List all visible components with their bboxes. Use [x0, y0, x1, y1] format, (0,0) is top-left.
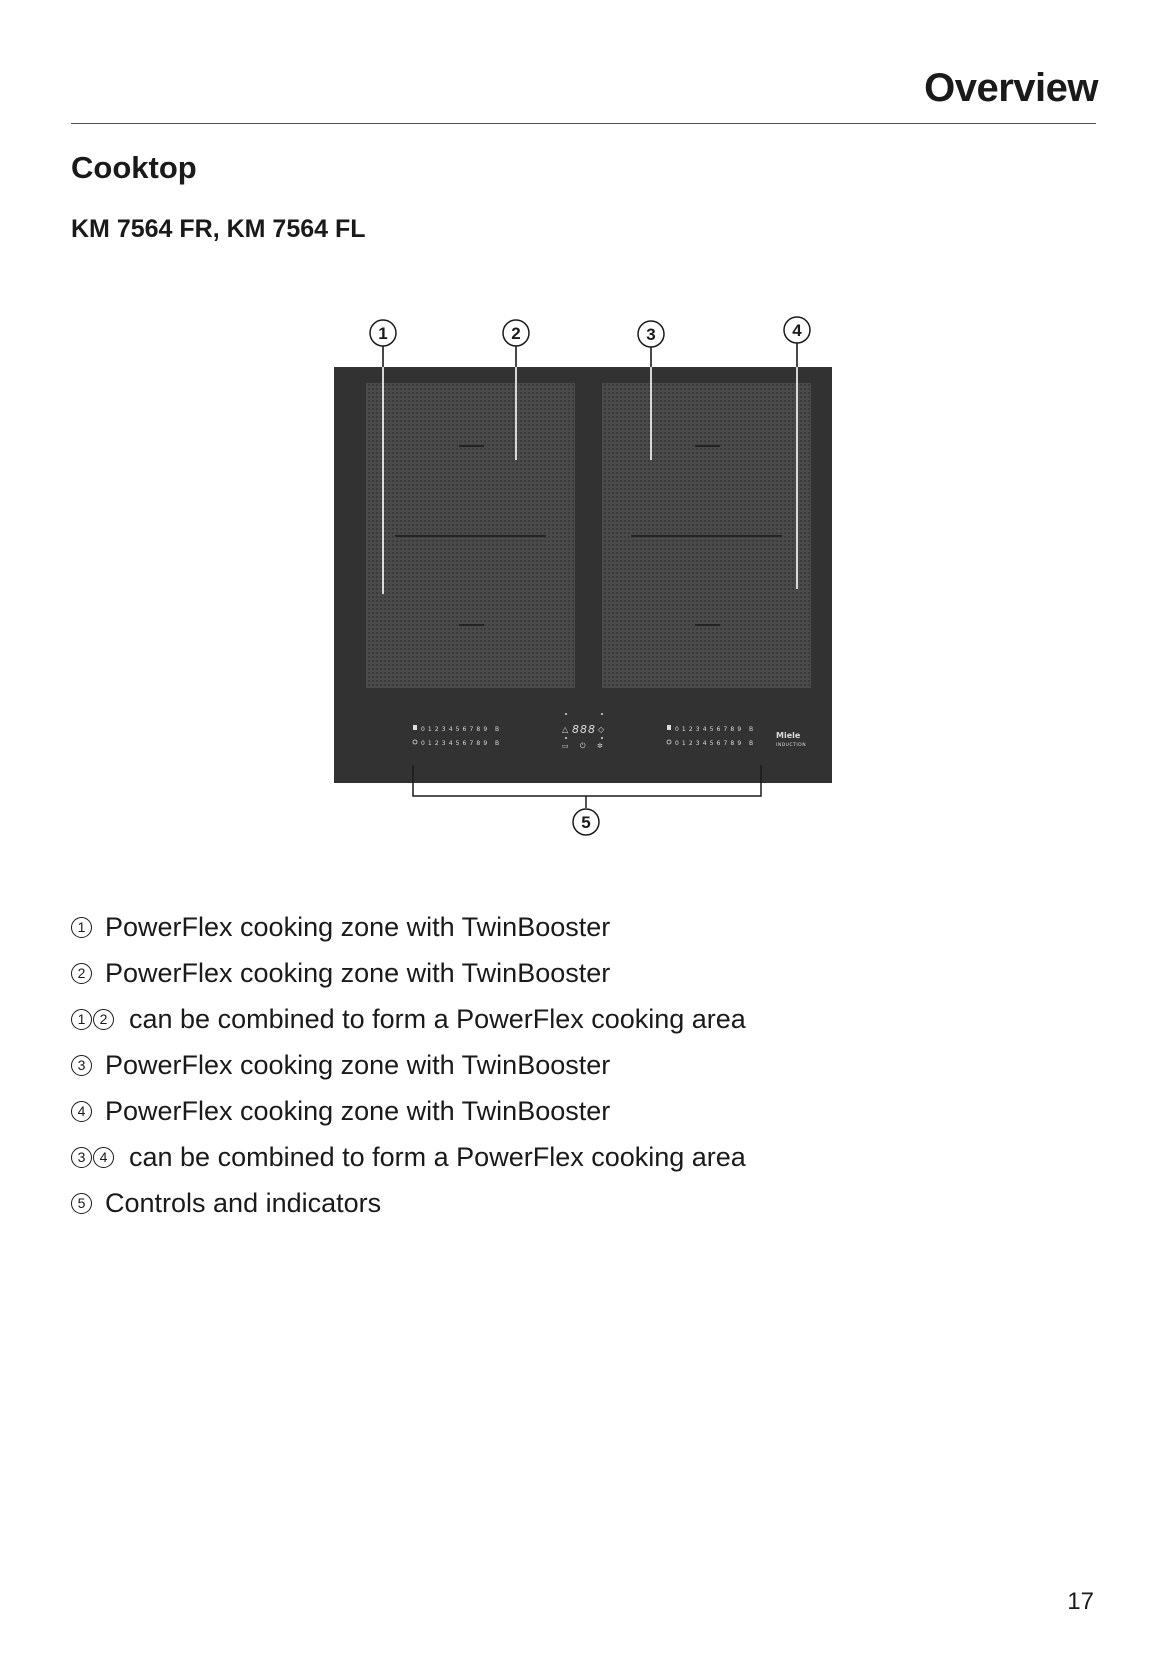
svg-text:5: 5: [581, 813, 591, 832]
legend-text: PowerFlex cooking zone with TwinBooster: [105, 911, 611, 942]
legend-item: [71, 1180, 746, 1226]
legend-text: PowerFlex cooking zone with TwinBooster: [105, 1049, 611, 1080]
section-title: Overview: [924, 66, 1098, 110]
legend-item: [71, 904, 746, 950]
legend-item: [71, 1134, 746, 1180]
legend-number: 4: [71, 1101, 92, 1122]
brand-logo: Miele: [776, 731, 801, 740]
svg-text:⏻: ⏻: [580, 742, 586, 750]
svg-text:B: B: [749, 740, 754, 747]
legend-number: 1: [71, 1009, 92, 1030]
legend-list: [71, 904, 746, 1226]
svg-text:B: B: [495, 740, 500, 747]
legend-text: PowerFlex cooking zone with TwinBooster: [105, 1095, 611, 1126]
svg-text:1: 1: [378, 324, 388, 343]
legend-text: can be combined to form a PowerFlex cooking area: [129, 1003, 746, 1034]
legend-number: 1: [71, 917, 92, 938]
legend-item: [71, 1088, 746, 1134]
svg-text:◇: ◇: [598, 725, 605, 734]
power-scale-left-2: 0 1 2 3 4 5 6 7 8 9: [421, 740, 488, 747]
model-numbers: KM 7564 FR, KM 7564 FL: [71, 215, 366, 243]
legend-text: PowerFlex cooking zone with TwinBooster: [105, 957, 611, 988]
power-scale-left-1: 0 1 2 3 4 5 6 7 8 9: [421, 726, 488, 733]
legend-number: 2: [71, 963, 92, 984]
callout-5: [573, 809, 599, 835]
svg-text:4: 4: [792, 321, 802, 340]
callout-4: [784, 317, 810, 343]
callout-1: [370, 320, 396, 346]
legend-text: can be combined to form a PowerFlex cooking area: [129, 1141, 746, 1172]
legend-item: [71, 996, 746, 1042]
timer-display: 888: [572, 723, 596, 736]
legend-text: Controls and indicators: [105, 1187, 382, 1218]
cooktop-diagram: [0, 300, 1166, 860]
power-scale-right-2: 0 1 2 3 4 5 6 7 8 9: [675, 740, 742, 747]
svg-text:△: △: [562, 725, 569, 734]
cooking-area-right: [602, 383, 811, 688]
legend-item: [71, 950, 746, 996]
legend-number: 3: [71, 1147, 92, 1168]
legend-number: 3: [71, 1055, 92, 1076]
legend-item: [71, 1042, 746, 1088]
page-heading: Cooktop: [71, 150, 197, 185]
svg-text:2: 2: [511, 324, 521, 343]
svg-text:3: 3: [646, 325, 656, 344]
callout-2: [503, 320, 529, 346]
page-number: 17: [1067, 1588, 1094, 1615]
svg-text:▭: ▭: [562, 742, 569, 750]
callout-3: [638, 321, 664, 347]
svg-text:B: B: [749, 726, 754, 733]
svg-text:✲: ✲: [597, 742, 603, 750]
cooking-area-left: [366, 383, 575, 688]
legend-number: 2: [93, 1009, 114, 1030]
header-divider: [71, 123, 1096, 124]
svg-text:B: B: [495, 726, 500, 733]
power-scale-right-1: 0 1 2 3 4 5 6 7 8 9: [675, 726, 742, 733]
legend-number: 5: [71, 1193, 92, 1214]
brand-sub: INDUCTION: [776, 743, 807, 748]
legend-number: 4: [93, 1147, 114, 1168]
